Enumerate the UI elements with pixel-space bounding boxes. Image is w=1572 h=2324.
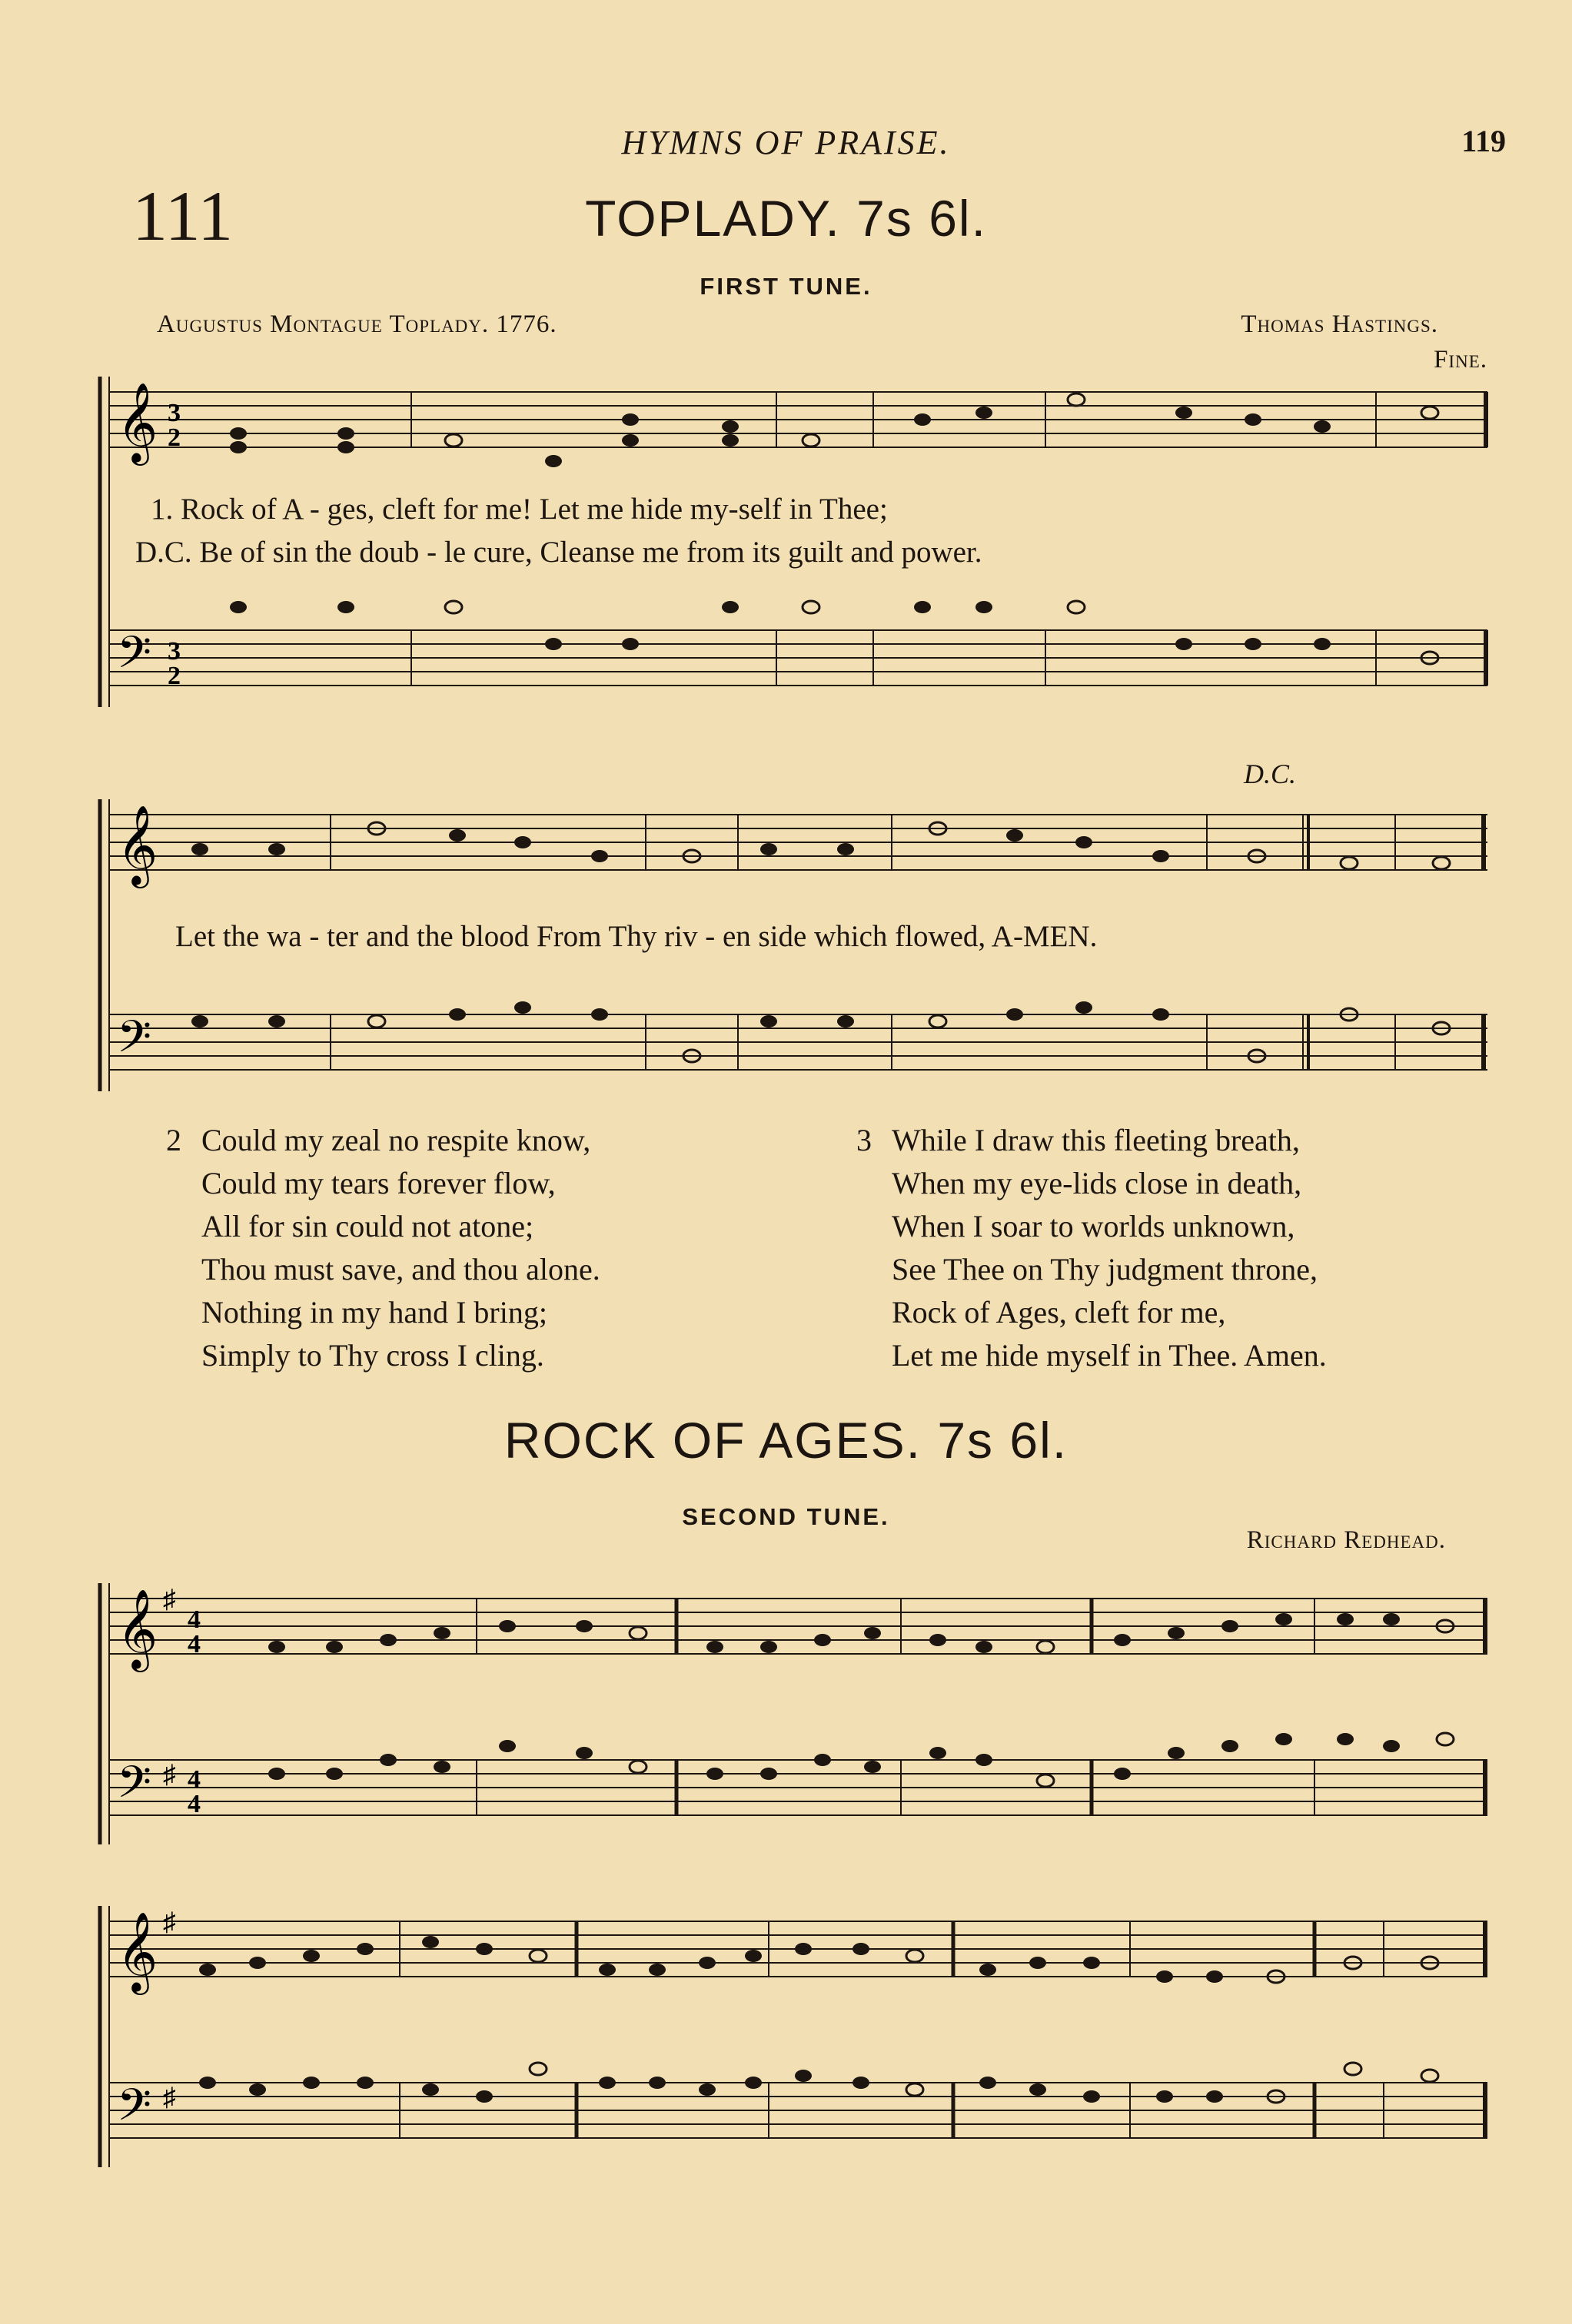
tune2-title: ROCK OF AGES. 7s 6l.: [504, 1412, 1068, 1469]
treble-staff: [109, 392, 1487, 447]
bass-staff: [109, 630, 1487, 686]
fine-marker: Fine.: [1434, 346, 1487, 374]
time-signature-bottom-bass: 4: [188, 1790, 201, 1818]
sharp-icon: ♯: [163, 1761, 176, 1789]
time-signature-top: 4: [188, 1605, 201, 1634]
time-signature-bottom: 2: [168, 423, 181, 452]
lyrics-line-3: Let the wa - ter and the blood From Thy riv - en side which flowed, A-MEN.: [175, 920, 1098, 953]
bass-clef-icon: 𝄢: [117, 1011, 152, 1074]
bass-clef-icon: 𝄢: [117, 2079, 152, 2142]
sharp-icon: ♯: [163, 1908, 176, 1937]
treble-clef-icon: 𝄞: [117, 1589, 158, 1669]
tune1-subtitle: FIRST TUNE.: [700, 273, 872, 300]
sharp-icon: ♯: [163, 1585, 176, 1614]
stanza-number: 3: [856, 1123, 872, 1157]
hymn-number: 111: [132, 177, 234, 255]
sharp-icon: ♯: [163, 2083, 176, 2112]
stanza-number: 2: [166, 1123, 181, 1157]
page-number: 119: [1461, 124, 1506, 158]
dc-marker: D.C.: [1244, 759, 1297, 789]
time-signature-top: 3: [168, 399, 181, 427]
time-signature-top-bass: 4: [188, 1765, 201, 1794]
tune2-system-2: [92, 1883, 1499, 2206]
bass-clef-icon: 𝄢: [117, 626, 152, 689]
time-signature-bottom-bass: 2: [168, 662, 181, 690]
bass-clef-icon: 𝄢: [117, 1756, 152, 1819]
time-signature-bottom: 4: [188, 1630, 201, 1658]
lyrics-line-1: 1. Rock of A - ges, cleft for me! Let me hide my-self in Thee;: [151, 493, 888, 526]
tune1-words-credit: Augustus Montague Toplady. 1776.: [157, 310, 557, 338]
stanza-2: 2 Could my zeal no respite know, Could my tears forever flow, All for sin could not atone; Thou must save, and thou alone. Nothing in my hand I bring; Simply to Thy cross I cling.: [166, 1119, 600, 1377]
treble-clef-icon: 𝄞: [117, 805, 158, 885]
tune1-title: TOPLADY. 7s 6l.: [585, 190, 987, 247]
tune2-music-credit: Richard Redhead.: [1246, 1526, 1446, 1554]
tune1-music-credit: Thomas Hastings.: [1241, 310, 1438, 338]
time-signature-top-bass: 3: [168, 637, 181, 666]
stanza-3: 3 While I draw this fleeting breath, When my eye-lids close in death, When I soar to worlds unknown, See Thee on Thy judgment throne, Rock of Ages, cleft for me, Let me hide myself in Thee. Amen.: [856, 1119, 1327, 1377]
tune2-system-1: [92, 1560, 1499, 1883]
treble-clef-icon: 𝄞: [117, 1911, 158, 1992]
lyrics-line-2: D.C. Be of sin the doub - le cure, Cleanse me from its guilt and power.: [135, 536, 982, 569]
running-header: HYMNS OF PRAISE.: [621, 124, 951, 161]
tune2-subtitle: SECOND TUNE.: [682, 1503, 890, 1530]
treble-clef-icon: 𝄞: [117, 382, 158, 463]
